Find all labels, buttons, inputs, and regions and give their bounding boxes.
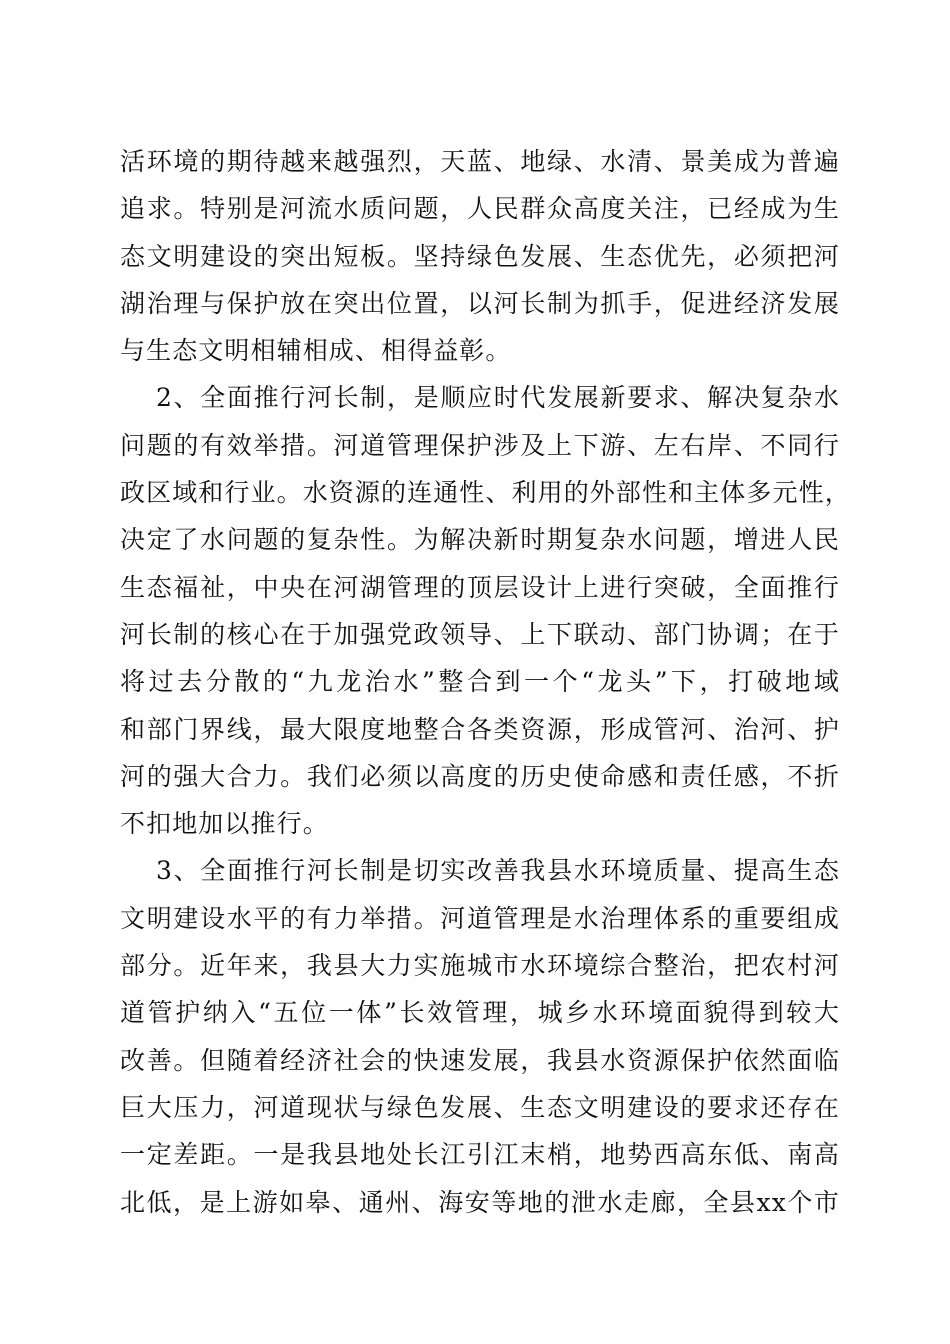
- text-line: 巨大压力，河道现状与绿色发展、生态文明建设的要求还存在: [120, 1092, 840, 1122]
- text-line: 政区域和行业。水资源的连通性、利用的外部性和主体多元性，: [120, 478, 851, 508]
- text-line: 活环境的期待越来越强烈，天蓝、地绿、水清、景美成为普遍: [120, 147, 840, 176]
- text-line: 文明建设水平的有力举措。河道管理是水治理体系的重要组成: [120, 903, 840, 933]
- text-line: 态文明建设的突出短板。坚持绿色发展、生态优先，必须把河: [120, 241, 840, 271]
- text-line: 河的强大合力。我们必须以高度的历史使命感和责任感，不折: [120, 761, 840, 791]
- text-line: 湖治理与保护放在突出位置，以河长制为抓手，促进经济发展: [120, 288, 840, 318]
- text-line: 改善。但随着经济社会的快速发展，我县水资源保护依然面临: [120, 1045, 840, 1075]
- text-line: 和部门界线，最大限度地整合各类资源，形成管河、治河、护: [120, 714, 840, 744]
- text-line: 问题的有效举措。河道管理保护涉及上下游、左右岸、不同行: [120, 430, 840, 460]
- text-line: 生态福祉，中央在河湖管理的顶层设计上进行突破，全面推行: [120, 572, 840, 602]
- text-line: 与生态文明相辅相成、相得益彰。: [120, 336, 512, 366]
- text-line: 一定差距。一是我县地处长江引江末梢，地势西高东低、南高: [120, 1140, 840, 1170]
- text-line: 道管护纳入“五位一体”长效管理，城乡水环境面貌得到较大: [120, 998, 840, 1028]
- text-line: 北低，是上游如皋、通州、海安等地的泄水走廊，全县xx个市: [120, 1187, 840, 1217]
- text-line: 河长制的核心在于加强党政领导、上下联动、部门协调；在于: [120, 619, 840, 649]
- text-line: 将过去分散的“九龙治水”整合到一个“龙头”下，打破地域: [120, 667, 840, 697]
- text-line: 决定了水问题的复杂性。为解决新时期复杂水问题，增进人民: [120, 525, 840, 555]
- text-line: 不扣地加以推行。: [120, 809, 329, 839]
- paragraph-2-start: 2、全面推行河长制，是顺应时代发展新要求、解决复杂水: [156, 383, 840, 413]
- text-line: 追求。特别是河流水质问题，人民群众高度关注，已经成为生: [120, 194, 840, 224]
- paragraph-3-start: 3、全面推行河长制是切实改善我县水环境质量、提高生态: [156, 856, 840, 886]
- text-line: 部分。近年来，我县大力实施城市水环境综合整治，把农村河: [120, 951, 840, 981]
- body-text: [120, 138, 851, 1226]
